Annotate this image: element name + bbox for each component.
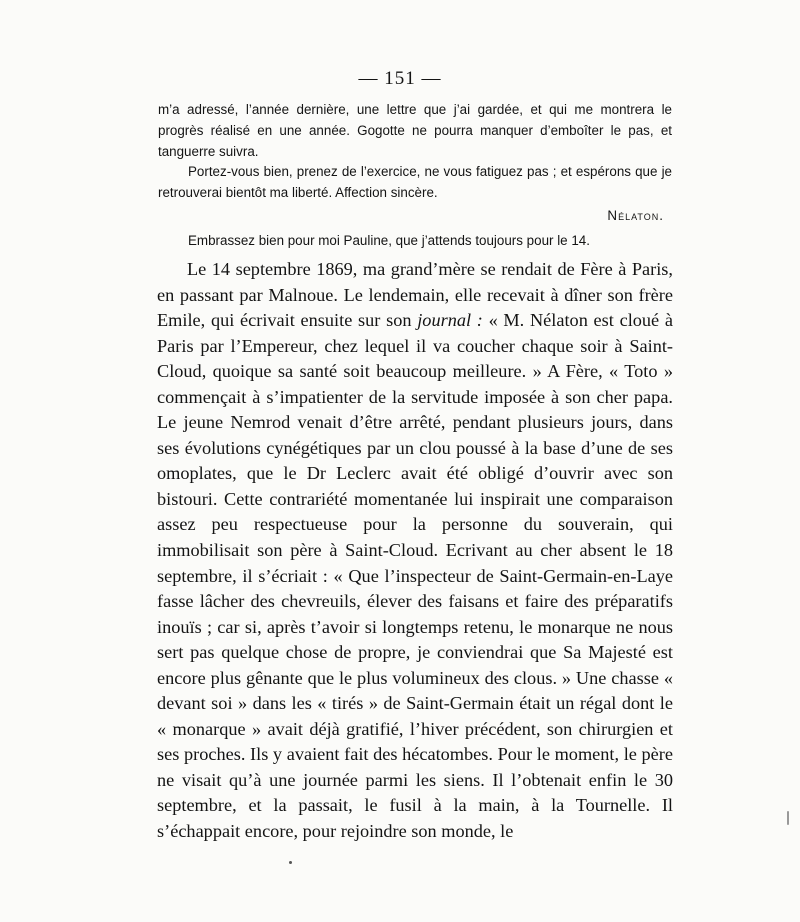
print-speck	[289, 861, 292, 864]
letter-postscript: Embrassez bien pour moi Pauline, que j’attends toujours pour le 14.	[188, 232, 590, 248]
body-text-part: Le 14 septembre 1869, ma grand’mère se rendait de Fère à Paris, en passant par Malnoue. Le lendemain, elle recevait à dîner son frère Emile, qui écrivait ensuite sur son	[157, 259, 673, 331]
letter-paragraph: m’a adressé, l’année dernière, une lettre que j’ai gardée, et qui me montrera le progrès réalisé en une année. Gogotte ne pourra manquer d’emboîter le pas, et tanguerre suivra.	[158, 102, 672, 159]
print-speck	[787, 811, 789, 825]
journal-word: journal :	[417, 310, 483, 331]
letter-excerpt	[158, 100, 672, 252]
letter-signature: Nélaton.	[607, 207, 664, 223]
letter-paragraph: Portez-vous bien, prenez de l’exercice, ne vous fatiguez pas ; et espérons que je retrouverai bientôt ma liberté. Affection sincère.	[158, 164, 672, 201]
main-text	[157, 257, 673, 845]
body-text-part: « M. Nélaton est cloué à Paris par l’Empereur, chez lequel il va coucher chaque soir à Saint-Cloud, quoique sa santé soit beaucoup meilleure. » A Fère, « Toto » commençait à s’impatienter de la servitude imposée à son cher papa. Le jeune Nemrod venait d’être arrêté, pendant plusieurs jours, dans ses évolutions cynégétiques par un clou poussé à la base d’une de ses omoplates, que le Dr Leclerc avait été obligé d’ouvrir avec son bistouri. Cette contrariété momentanée lui inspirait une comparaison assez peu respectueuse pour la personne du souverain, qui immobilisait son père à Saint-Cloud. Ecrivant au cher absent le 18 septembre, il s’écriait : « Que l’inspecteur de Saint-Germain-en-Laye fasse lâcher des chevreuils, élever des faisans et faire des préparatifs inouïs ; car si, après t’avoir si longtemps retenu, le monarque ne nous sert pas quelque chose de propre, je conviendrai que Sa Majesté est encore plus gênante que le plus volumineux des clous. » Une chasse « devant soi » dans les « tirés » de Saint-Germain était un régal dont le « monarque » avait déjà gratifié, l’hiver précédent, son chirurgien et ses proches. Ils y avaient fait des hécatombes. Pour le moment, le père ne visait qu’à une journée parmi les siens. Il l’obtenait enfin le 30 septembre, et la passait, le fusil à la main, à la Tournelle. Il s’échappait encore, pour rejoindre son monde, le	[157, 310, 673, 842]
page-number: — 151 —	[358, 68, 442, 89]
body-paragraph	[157, 257, 673, 845]
